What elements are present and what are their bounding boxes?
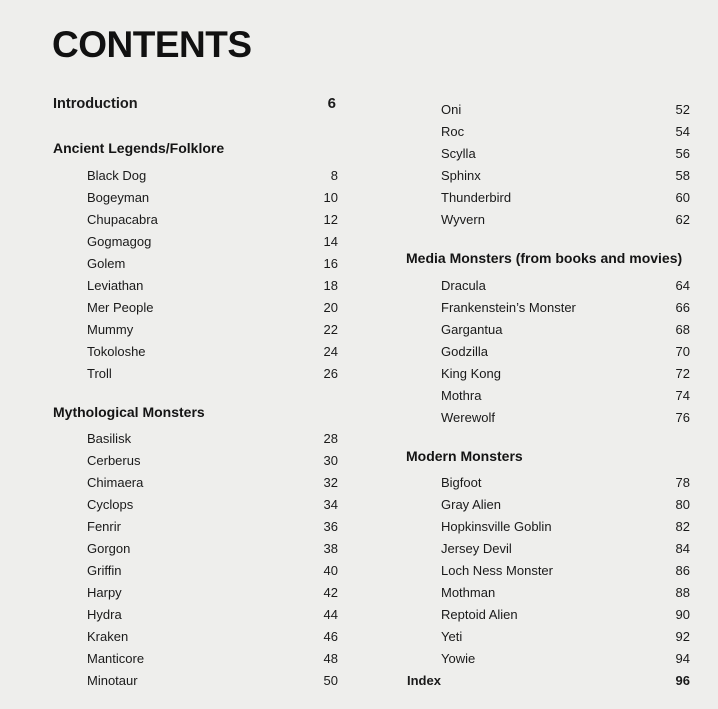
entry-page: 72 (675, 366, 690, 381)
entry-label: Loch Ness Monster (441, 563, 553, 578)
entry-page: 36 (323, 519, 338, 534)
entry-label: Frankenstein’s Monster (441, 300, 576, 315)
toc-entry-introduction[interactable] (0, 94, 360, 114)
section-heading-modern (395, 446, 718, 466)
toc-entry[interactable] (395, 473, 718, 493)
toc-entry[interactable] (0, 539, 360, 559)
entry-label: Gray Alien (441, 497, 501, 512)
toc-entry[interactable] (0, 188, 360, 208)
entry-page: 10 (323, 190, 338, 205)
section-heading-label: Modern Monsters (406, 448, 523, 464)
entry-label: Yowie (441, 651, 476, 666)
entry-label: King Kong (441, 366, 501, 381)
toc-entry[interactable] (0, 342, 360, 362)
entry-page: 24 (323, 344, 338, 359)
toc-entry[interactable] (0, 627, 360, 647)
entry-page: 16 (323, 256, 338, 271)
entry-label: Reptoid Alien (441, 607, 518, 622)
toc-entry[interactable] (395, 210, 718, 230)
entry-page: 90 (675, 607, 690, 622)
entry-label: Godzilla (441, 344, 488, 359)
entry-label: Basilisk (87, 431, 132, 446)
entry-page: 82 (675, 519, 690, 534)
section-heading-media (395, 248, 718, 268)
entry-page: 48 (323, 651, 338, 666)
toc-entry[interactable] (0, 605, 360, 625)
section-heading-mythological (0, 402, 360, 422)
entry-page: 26 (323, 366, 338, 381)
entry-label: Hopkinsville Goblin (441, 519, 552, 534)
entry-label: Bigfoot (441, 475, 482, 490)
toc-entry[interactable] (395, 495, 718, 515)
entry-page: 58 (675, 168, 690, 183)
toc-entry[interactable] (0, 561, 360, 581)
toc-entry[interactable] (395, 408, 718, 428)
entry-label: Mothman (441, 585, 496, 600)
entry-label: Index (407, 673, 441, 688)
entry-label: Yeti (441, 629, 463, 644)
entry-page: 40 (323, 563, 338, 578)
section-heading-label: Media Monsters (from books and movies) (406, 250, 683, 266)
toc-entry[interactable] (395, 517, 718, 537)
entry-label: Black Dog (87, 168, 147, 183)
entry-label: Roc (441, 124, 465, 139)
section-heading-label: Mythological Monsters (53, 404, 205, 420)
toc-entry[interactable] (395, 342, 718, 362)
toc-entry[interactable] (395, 320, 718, 340)
entry-label: Gargantua (441, 322, 503, 337)
page-title: CONTENTS (52, 24, 252, 65)
toc-entry[interactable] (0, 473, 360, 493)
toc-entry[interactable] (395, 188, 718, 208)
entry-page: 34 (323, 497, 338, 512)
toc-entry[interactable] (0, 583, 360, 603)
toc-entry[interactable] (0, 649, 360, 669)
toc-entry[interactable] (0, 166, 360, 186)
entry-page: 88 (675, 585, 690, 600)
entry-page: 54 (675, 124, 690, 139)
entry-label: Jersey Devil (441, 541, 512, 556)
toc-entry[interactable] (395, 298, 718, 318)
entry-label: Cyclops (87, 497, 134, 512)
toc-entry-index[interactable] (395, 671, 718, 691)
toc-entry[interactable] (395, 605, 718, 625)
entry-page: 18 (323, 278, 338, 293)
entry-label: Fenrir (87, 519, 121, 534)
entry-page: 38 (323, 541, 338, 556)
section-heading-label: Ancient Legends/Folklore (53, 140, 225, 156)
section-heading-ancient (0, 138, 360, 158)
entry-label: Bogeyman (87, 190, 150, 205)
entry-label: Mummy (87, 322, 134, 337)
entry-label: Oni (441, 102, 462, 117)
toc-entry[interactable] (0, 320, 360, 340)
toc-entry[interactable] (0, 254, 360, 274)
entry-page: 52 (675, 102, 690, 117)
toc-entry[interactable] (395, 627, 718, 647)
toc-entry[interactable] (395, 122, 718, 142)
toc-entry[interactable] (395, 364, 718, 384)
entry-label: Mer People (87, 300, 154, 315)
entry-page: 68 (675, 322, 690, 337)
entry-page: 70 (675, 344, 690, 359)
entry-page: 94 (675, 651, 690, 666)
toc-entry[interactable] (395, 144, 718, 164)
entry-page: 20 (323, 300, 338, 315)
entry-label: Hydra (87, 607, 122, 622)
entry-label: Cerberus (87, 453, 141, 468)
entry-page: 64 (675, 278, 690, 293)
entry-label: Kraken (87, 629, 129, 644)
toc-entry[interactable] (395, 166, 718, 186)
entry-label: Sphinx (441, 168, 481, 183)
entry-page: 42 (323, 585, 338, 600)
toc-entry[interactable] (0, 495, 360, 515)
entry-page: 76 (675, 410, 690, 425)
toc-entry[interactable] (0, 451, 360, 471)
entry-label: Manticore (87, 651, 145, 666)
entry-page: 12 (323, 212, 338, 227)
entry-page: 78 (675, 475, 690, 490)
entry-page: 8 (330, 168, 338, 183)
entry-page: 32 (323, 475, 338, 490)
toc-entry[interactable] (395, 561, 718, 581)
entry-page: 62 (675, 212, 690, 227)
toc-entry[interactable] (0, 276, 360, 296)
toc-entry[interactable] (395, 100, 718, 120)
toc-entry[interactable] (395, 649, 718, 669)
entry-label: Scylla (441, 146, 476, 161)
entry-page: 44 (323, 607, 338, 622)
toc-entry[interactable] (395, 539, 718, 559)
entry-page: 56 (675, 146, 690, 161)
entry-page: 66 (675, 300, 690, 315)
entry-label: Golem (87, 256, 126, 271)
entry-label: Minotaur (87, 673, 138, 688)
entry-label: Chupacabra (87, 212, 158, 227)
entry-label: Gorgon (87, 541, 131, 556)
entry-page: 22 (323, 322, 338, 337)
entry-page: 84 (675, 541, 690, 556)
entry-page: 92 (675, 629, 690, 644)
entry-page: 74 (675, 388, 690, 403)
entry-label: Mothra (441, 388, 482, 403)
entry-page: 60 (675, 190, 690, 205)
toc-entry[interactable] (0, 671, 360, 691)
toc-entry[interactable] (0, 298, 360, 318)
entry-page: 50 (323, 673, 338, 688)
entry-label: Chimaera (87, 475, 144, 490)
entry-label: Dracula (441, 278, 486, 293)
toc-entry[interactable] (0, 210, 360, 230)
toc-entry[interactable] (0, 517, 360, 537)
entry-label: Werewolf (441, 410, 495, 425)
entry-label: Leviathan (87, 278, 144, 293)
entry-label: Gogmagog (87, 234, 152, 249)
entry-page: 80 (675, 497, 690, 512)
entry-label: Griffin (87, 563, 122, 578)
entry-label: Introduction (53, 96, 138, 112)
entry-label: Troll (87, 366, 112, 381)
entry-page: 6 (327, 95, 336, 112)
toc-entry[interactable] (0, 364, 360, 384)
entry-label: Harpy (87, 585, 122, 600)
entry-page: 14 (323, 234, 338, 249)
entry-label: Tokoloshe (87, 344, 146, 359)
toc-entry[interactable] (395, 276, 718, 296)
entry-label: Thunderbird (441, 190, 512, 205)
entry-label: Wyvern (441, 212, 485, 227)
entry-page: 28 (323, 431, 338, 446)
toc-entry[interactable] (0, 429, 360, 449)
toc-entry[interactable] (0, 232, 360, 252)
entry-page: 96 (675, 673, 690, 688)
entry-page: 86 (675, 563, 690, 578)
entry-page: 46 (323, 629, 338, 644)
toc-entry[interactable] (395, 386, 718, 406)
entry-page: 30 (323, 453, 338, 468)
toc-entry[interactable] (395, 583, 718, 603)
